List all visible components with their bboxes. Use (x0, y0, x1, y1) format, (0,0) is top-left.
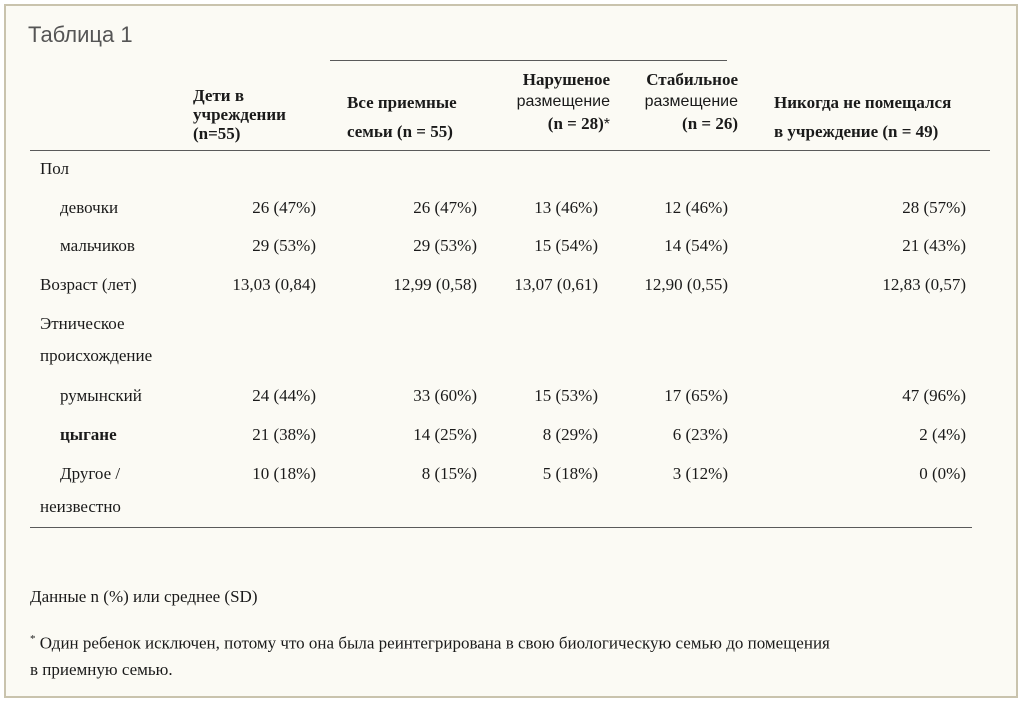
cell: 5 (18%) (542, 464, 598, 483)
table-caption: Таблица 1 (28, 22, 133, 47)
cell: 26 (47%) (413, 198, 477, 217)
cell: 12,83 (0,57) (882, 275, 966, 294)
cell: 13 (46%) (534, 198, 598, 217)
cell: 29 (53%) (413, 236, 477, 255)
cell: 24 (44%) (252, 386, 316, 405)
cell: 12,90 (0,55) (644, 275, 728, 294)
cell: 33 (60%) (413, 386, 477, 405)
header-disrupted: Нарушеное размещение (n = 28)* (516, 70, 610, 133)
header-stable: Стабильное размещение (n = 26) (644, 70, 738, 133)
header-group-rule (330, 60, 727, 61)
row-label-age: Возраст (лет) (40, 275, 137, 294)
row-label-origin: происхождение (40, 346, 153, 365)
row-label-sex: Пол (40, 159, 70, 178)
header-never-placed: Никогда не помещался в учреждение (n = 49) (774, 93, 952, 141)
cell: 14 (25%) (413, 425, 477, 444)
cell: 13,03 (0,84) (232, 275, 316, 294)
cell: 21 (38%) (252, 425, 316, 444)
row-label-boys: мальчиков (60, 236, 135, 255)
cell: 3 (12%) (672, 464, 728, 483)
footnote-mark: * (603, 116, 610, 133)
cell: 12 (46%) (664, 198, 728, 217)
table-bottom-rule (30, 527, 972, 528)
cell: 13,07 (0,61) (514, 275, 598, 294)
row-label-other: Другое / (60, 464, 121, 483)
cell: 0 (0%) (919, 464, 966, 483)
header-bottom-rule (30, 150, 990, 151)
header-all-foster: Все приемные семьи (n = 55) (347, 93, 457, 141)
cell: 15 (53%) (534, 386, 598, 405)
cell: 2 (4%) (919, 425, 966, 444)
cell: 14 (54%) (664, 236, 728, 255)
row-label-unknown: неизвестно (40, 497, 121, 516)
cell: 10 (18%) (252, 464, 316, 483)
row-label-girls: девочки (60, 198, 119, 217)
row-label-romanian: румынский (60, 386, 142, 405)
cell: 8 (29%) (542, 425, 598, 444)
cell: 12,99 (0,58) (393, 275, 477, 294)
cell: 21 (43%) (902, 236, 966, 255)
cell: 26 (47%) (252, 198, 316, 217)
header-institution: Дети в учреждении (n=55) (193, 86, 286, 143)
data-note: Данные n (%) или среднее (SD) (30, 587, 258, 606)
cell: 15 (54%) (534, 236, 598, 255)
cell: 28 (57%) (902, 198, 966, 217)
cell: 17 (65%) (664, 386, 728, 405)
row-label-ethnic: Этническое (40, 314, 125, 333)
row-label-roma: цыгане (60, 425, 117, 444)
cell: 6 (23%) (672, 425, 728, 444)
cell: 8 (15%) (421, 464, 477, 483)
footnote-mark: * (30, 633, 36, 645)
cell: 29 (53%) (252, 236, 316, 255)
footnote: * Один ребенок исключен, потому что она была реинтегрирована в свою биологическую семью до помещения в приемную семью. (30, 633, 830, 679)
cell: 47 (96%) (902, 386, 966, 405)
